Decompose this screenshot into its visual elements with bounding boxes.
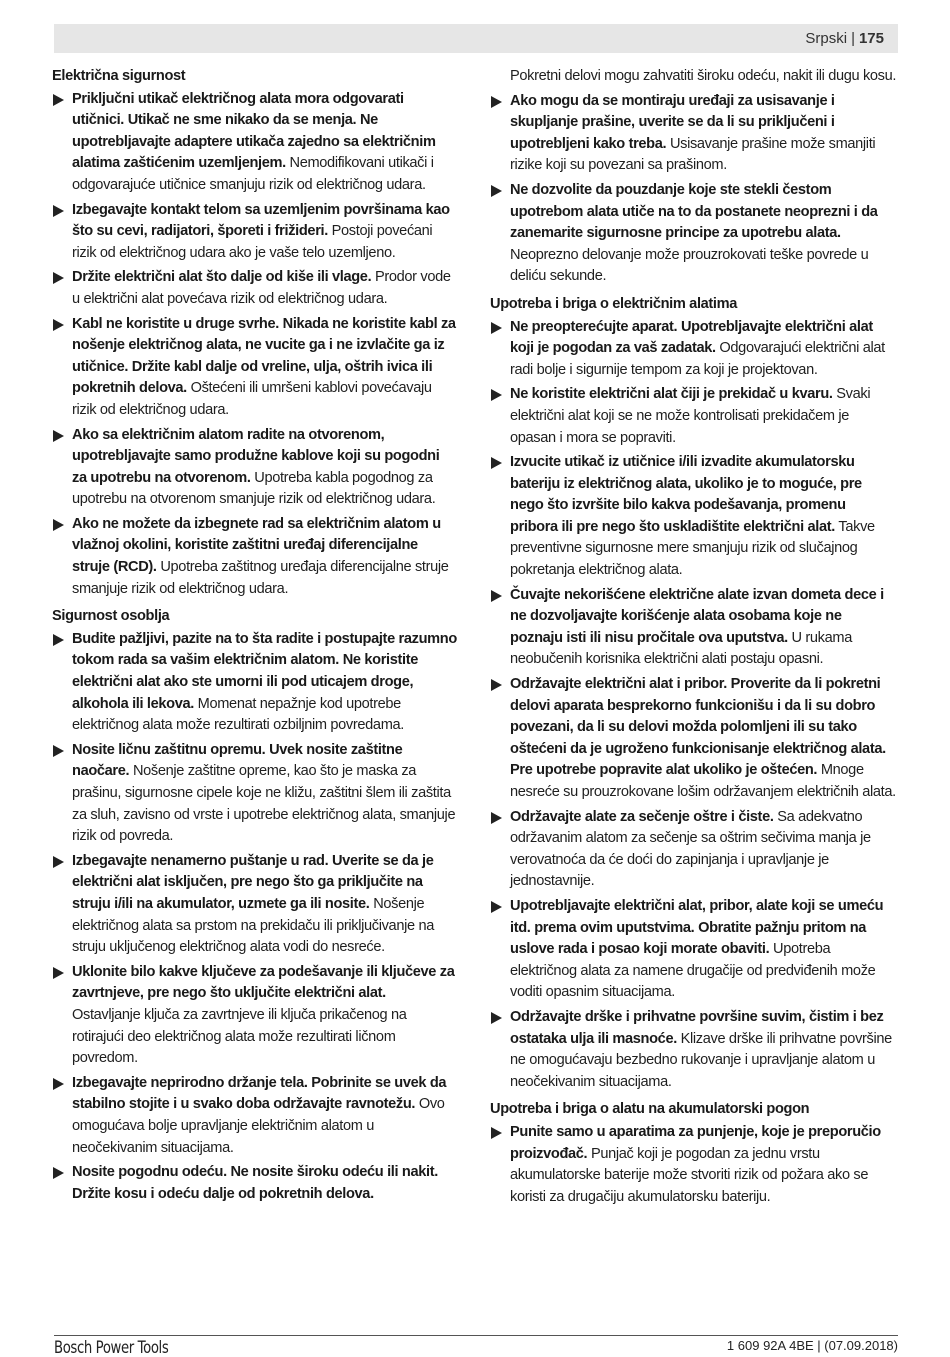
safety-instruction-item — [490, 1007, 897, 1093]
instruction-explanation-text: Sa adekvatno održavanim alatom za sečenje sa oštrim sečivima manja je verovatnoća da će doći do zapinjanja i upravljanje je jednostavnije. — [510, 808, 871, 890]
instruction-bold-text: Ako sa električnim alatom radite na otvorenom, upotrebljavajte samo produžne kablove koji su pogodni za upotrebu na otvorenom. — [72, 426, 440, 486]
safety-instruction-item — [52, 267, 457, 310]
instruction-bold-text: Izvucite utikač iz utičnice i/ili izvadite akumulatorsku bateriju iz električnog alata, ukoliko je to moguće, pre nego što izvršite bilo kakva podešavanja, promenu pribora ili pre nego što uskladištite električni alat. — [510, 454, 862, 535]
instruction-bold-text: Čuvajte nekorišćene električne alate izvan dometa dece i ne dozvoljavajte korišćenje alata osobama koje ne poznaju isti ili nisu pročitale ova uputstva. — [510, 586, 884, 646]
section-heading: Upotreba i briga o električnim alatima — [490, 295, 738, 312]
instruction-explanation-text: Odgovarajući električni alat radi bolje i sigurnije tempom za koji je projektovan. — [510, 340, 885, 378]
instruction-explanation-text: Oštećeni ili umršeni kablovi povećavaju rizik od električnog udara. — [72, 380, 432, 418]
safety-instruction-item — [52, 1162, 457, 1205]
instruction-explanation-text: Momenat nepažnje kod upotrebe električnog alata može rezultirati ozbiljnim povredama. — [72, 695, 404, 734]
safety-instruction-item — [490, 317, 897, 382]
safety-instruction-item — [490, 1122, 897, 1208]
instruction-bold-text: Nosite ličnu zaštitnu opremu. Uvek nosite zaštitne naočare. — [72, 741, 403, 780]
header-text — [805, 30, 884, 47]
safety-instruction-item — [490, 807, 897, 893]
instruction-explanation-text: Postoji povećani rizik od električnog udara ako je vaše telo uzemljeno. — [72, 223, 433, 261]
instruction-explanation-text: Ovo omogućava bolje upravljanje električnim alatom u neočekivanim situacijama. — [72, 1096, 445, 1156]
bullet-arrow-icon — [53, 745, 64, 757]
safety-instruction-item — [52, 851, 457, 959]
instruction-bold-text: Izbegavajte nenamerno puštanje u rad. Uverite se da je električni alat isključen, pre nego što ga priključite na struju i/ili na akumulator, uzmete ga ili nosite. — [72, 852, 434, 912]
bullet-arrow-icon — [53, 1078, 64, 1090]
safety-instruction-item — [52, 962, 457, 1070]
instruction-bold-text: Nosite pogodnu odeću. Ne nosite široku odeću ili nakit. Držite kosu i odeću dalje od pokretnih delova. — [72, 1164, 438, 1202]
bullet-arrow-icon — [53, 856, 64, 868]
instruction-explanation-text: Ostavljanje ključa za zavrtnjeve ili ključa prikačenog na rotirajući deo električnog alata može rezultirati ličnom povredom. — [72, 1006, 407, 1067]
instruction-bold-text: Održavajte drške i prihvatne površine suvim, čistim i bez ostataka ulja ili masnoće. — [510, 1008, 884, 1047]
bullet-arrow-icon — [53, 1167, 64, 1179]
instruction-explanation-text: Nošenje zaštitne opreme, kao što je maska za prašinu, sigurnosne cipele koje ne kližu, zaštitni šlem ili zaštita za sluh, zavisno od vrste i upotrebe električnog alata, smanjuje rizik od povreda. — [72, 763, 456, 845]
instruction-bold-text: Uklonite bilo kakve ključeve za podešavanje ili ključeve za zavrtnjeve, pre nego što uključite električni alat. — [72, 963, 455, 1002]
section-heading: Upotreba i briga o alatu na akumulatorski pogon — [490, 1101, 810, 1118]
instruction-explanation-text: Upotreba kabla pogodnog za upotrebu na otvorenom smanjuje rizik od električnog udara. — [72, 469, 436, 508]
header-separator: | — [851, 30, 855, 47]
safety-instruction-item — [52, 425, 457, 511]
instruction-bold-text: Ne preopterećujte aparat. Upotrebljavajte električni alat koji je pogodan za vaš zadatak. — [510, 318, 873, 357]
instruction-explanation-text: Nemodifikovani utikači i odgovarajuće utičnice smanjuju rizik od električnog udara. — [72, 155, 434, 193]
footer-divider — [54, 1335, 898, 1336]
section-heading: Električna sigurnost — [52, 68, 186, 84]
bullet-arrow-icon — [491, 1012, 502, 1024]
safety-instruction-item — [490, 452, 897, 582]
bullet-arrow-icon — [491, 389, 502, 401]
safety-instruction-item — [490, 896, 897, 1004]
safety-instruction-item — [52, 89, 457, 197]
bullet-arrow-icon — [491, 812, 502, 824]
instruction-bold-text: Održavajte alate za sečenje oštre i čiste. — [510, 808, 774, 825]
bullet-arrow-icon — [53, 634, 64, 646]
bullet-arrow-icon — [53, 967, 64, 979]
instruction-explanation-text: Punjač koji je pogodan za jednu vrstu akumulatorske baterije može stvoriti rizik od požara ako se koristi za drugačiju akumulatorsku bateriju. — [510, 1145, 869, 1205]
bullet-arrow-icon — [491, 901, 502, 913]
bullet-arrow-icon — [53, 319, 64, 331]
safety-instruction-item — [490, 585, 897, 671]
bullet-arrow-icon — [53, 205, 64, 217]
safety-instruction-item — [52, 314, 457, 422]
instruction-explanation-text: Takve preventivne sigurnosne mere smanjuju rizik od slučajnog pokretanja električnog alata. — [510, 518, 875, 579]
page-header — [54, 24, 898, 53]
instruction-bold-text: Izbegavajte neprirodno držanje tela. Pobrinite se uvek da stabilno stojite i u svako doba održavajte ravnotežu. — [72, 1074, 447, 1113]
bullet-arrow-icon — [491, 457, 502, 469]
page-number: 175 — [858, 30, 884, 47]
instruction-explanation-text: Usisavanje prašine može smanjiti rizike koji su povezani sa prašinom. — [510, 135, 876, 174]
safety-instruction-item — [490, 180, 897, 288]
bullet-arrow-icon — [491, 1127, 502, 1139]
footer-document-reference: 1 609 92A 4BE | (07.09.2018) — [726, 1338, 898, 1353]
instruction-bold-text: Priključni utikač električnog alata mora odgovarati utičnici. Utikač ne sme nikako da se menja. Ne upotrebljavajte adaptere utikača zajedno sa električnim alatima zaštićenim uzemljenjem. — [72, 90, 436, 172]
safety-instruction-item — [52, 514, 457, 600]
instruction-bold-text: Upotrebljavajte električni alat, pribor, alate koji se umeću itd. prema ovim uputstvima. Obratite pažnju pritom na uslove rada i posao koji morate obaviti. — [510, 897, 884, 958]
instruction-explanation-text: Svaki električni alat koji se ne može kontrolisati prekidačem je opasan i mora se popraviti. — [510, 386, 871, 446]
bullet-arrow-icon — [491, 96, 502, 108]
instruction-bold-text: Ne dozvolite da pouzdanje koje ste stekli čestom upotrebom alata utiče na to da postanete neoprezni i da zanemarite sigurnosne principe za upotrebu alata. — [510, 181, 878, 242]
instruction-explanation-text: Mnoge nesreće su prouzrokovane lošim održavanjem električnih alata. — [510, 762, 896, 800]
safety-instruction-item — [52, 1073, 457, 1159]
instruction-bold-text: Budite pažljivi, pazite na to šta radite i postupajte razumno tokom rada sa vašim električnim alatom. Ne koristite električni alat ako ste umorni ili pod uticajem droge, alkohola ili lekova. — [72, 630, 457, 712]
safety-instruction-item — [490, 91, 897, 177]
bullet-arrow-icon — [53, 430, 64, 442]
bullet-arrow-icon — [491, 185, 502, 197]
continued-paragraph: Pokretni delovi mogu zahvatiti široku odeću, nakit ili dugu kosu. — [510, 68, 897, 84]
section-heading: Sigurnost osoblja — [52, 608, 170, 625]
instruction-bold-text: Održavajte električni alat i pribor. Proverite da li pokretni delovi aparata besprekorno funkcionišu i da li su dobro povezani, da li su delovi možda polomljeni ili su tako oštećeni da je ugroženo funkcionisanje električnog alata. Pre upotrebe popravite alat ukoliko je oštećen. — [510, 676, 886, 779]
left-column — [52, 66, 457, 1208]
bullet-arrow-icon — [491, 679, 502, 691]
bullet-arrow-icon — [53, 519, 64, 531]
safety-instruction-item — [490, 384, 897, 449]
instruction-bold-text: Ne koristite električni alat čiji je prekidač u kvaru. — [510, 386, 833, 403]
instruction-explanation-text: Upotreba električnog alata za namene drugačije od predviđenih može voditi opasnim situacijama. — [510, 941, 876, 1001]
footer-brand-logo: Bosch Power Tools — [54, 1338, 169, 1357]
instruction-bold-text: Držite električni alat što dalje od kiše ili vlage. — [72, 269, 372, 286]
instruction-explanation-text: U rukama neobučenih korisnika električni alati postaju opasni. — [510, 629, 852, 668]
bullet-arrow-icon — [491, 322, 502, 334]
instruction-explanation-text: Upotreba zaštitnog uređaja diferencijalne struje smanjuje rizik od električnog udara. — [72, 559, 449, 597]
bullet-arrow-icon — [53, 272, 64, 284]
instruction-explanation-text: Prodor vode u električni alat povećava rizik od električnog udara. — [72, 269, 451, 307]
bullet-arrow-icon — [491, 590, 502, 602]
instruction-explanation-text: Neoprezno delovanje može prouzrokovati teške povrede u deliću sekunde. — [510, 246, 869, 285]
instruction-explanation-text: Klizave drške ili prihvatne površine ne omogućavaju bezbedno rukovanje i upravljanje alatom u neočekivanim situacijama. — [510, 1030, 892, 1090]
right-column — [490, 66, 897, 1211]
instruction-bold-text: Ako mogu da se montiraju uređaji za usisavanje i skupljanje prašine, uverite se da li su priključeni i upotrebljeni kako treba. — [510, 92, 835, 152]
instruction-bold-text: Punite samo u aparatima za punjenje, koje je preporučio proizvođač. — [510, 1123, 881, 1162]
instruction-bold-text: Izbegavajte kontakt telom sa uzemljenim površinama kao što su cevi, radijatori, šporeti i frižideri. — [72, 201, 450, 240]
safety-instruction-item — [52, 740, 457, 848]
bullet-arrow-icon — [53, 94, 64, 106]
instruction-bold-text: Kabl ne koristite u druge svrhe. Nikada ne koristite kabl za nošenje električnog alata, ne vucite ga i ne izvlačite ga iz utičnice. Držite kabl dalje od vreline, ulja, oštrih ivica ili pokretnih delova. — [72, 315, 456, 397]
safety-instruction-item — [490, 674, 897, 804]
instruction-bold-text: Ako ne možete da izbegnete rad sa električnim alatom u vlažnoj okolini, koristite zaštitni uređaj diferencijalne struje (RCD). — [72, 515, 441, 576]
safety-instruction-item — [52, 629, 457, 737]
instruction-explanation-text: Nošenje električnog alata sa prstom na prekidaču ili priključivanje na struju uključenog električnog alata vodi do nesreće. — [72, 895, 434, 956]
safety-instruction-item — [52, 200, 457, 265]
header-language: Srpski — [805, 30, 848, 47]
